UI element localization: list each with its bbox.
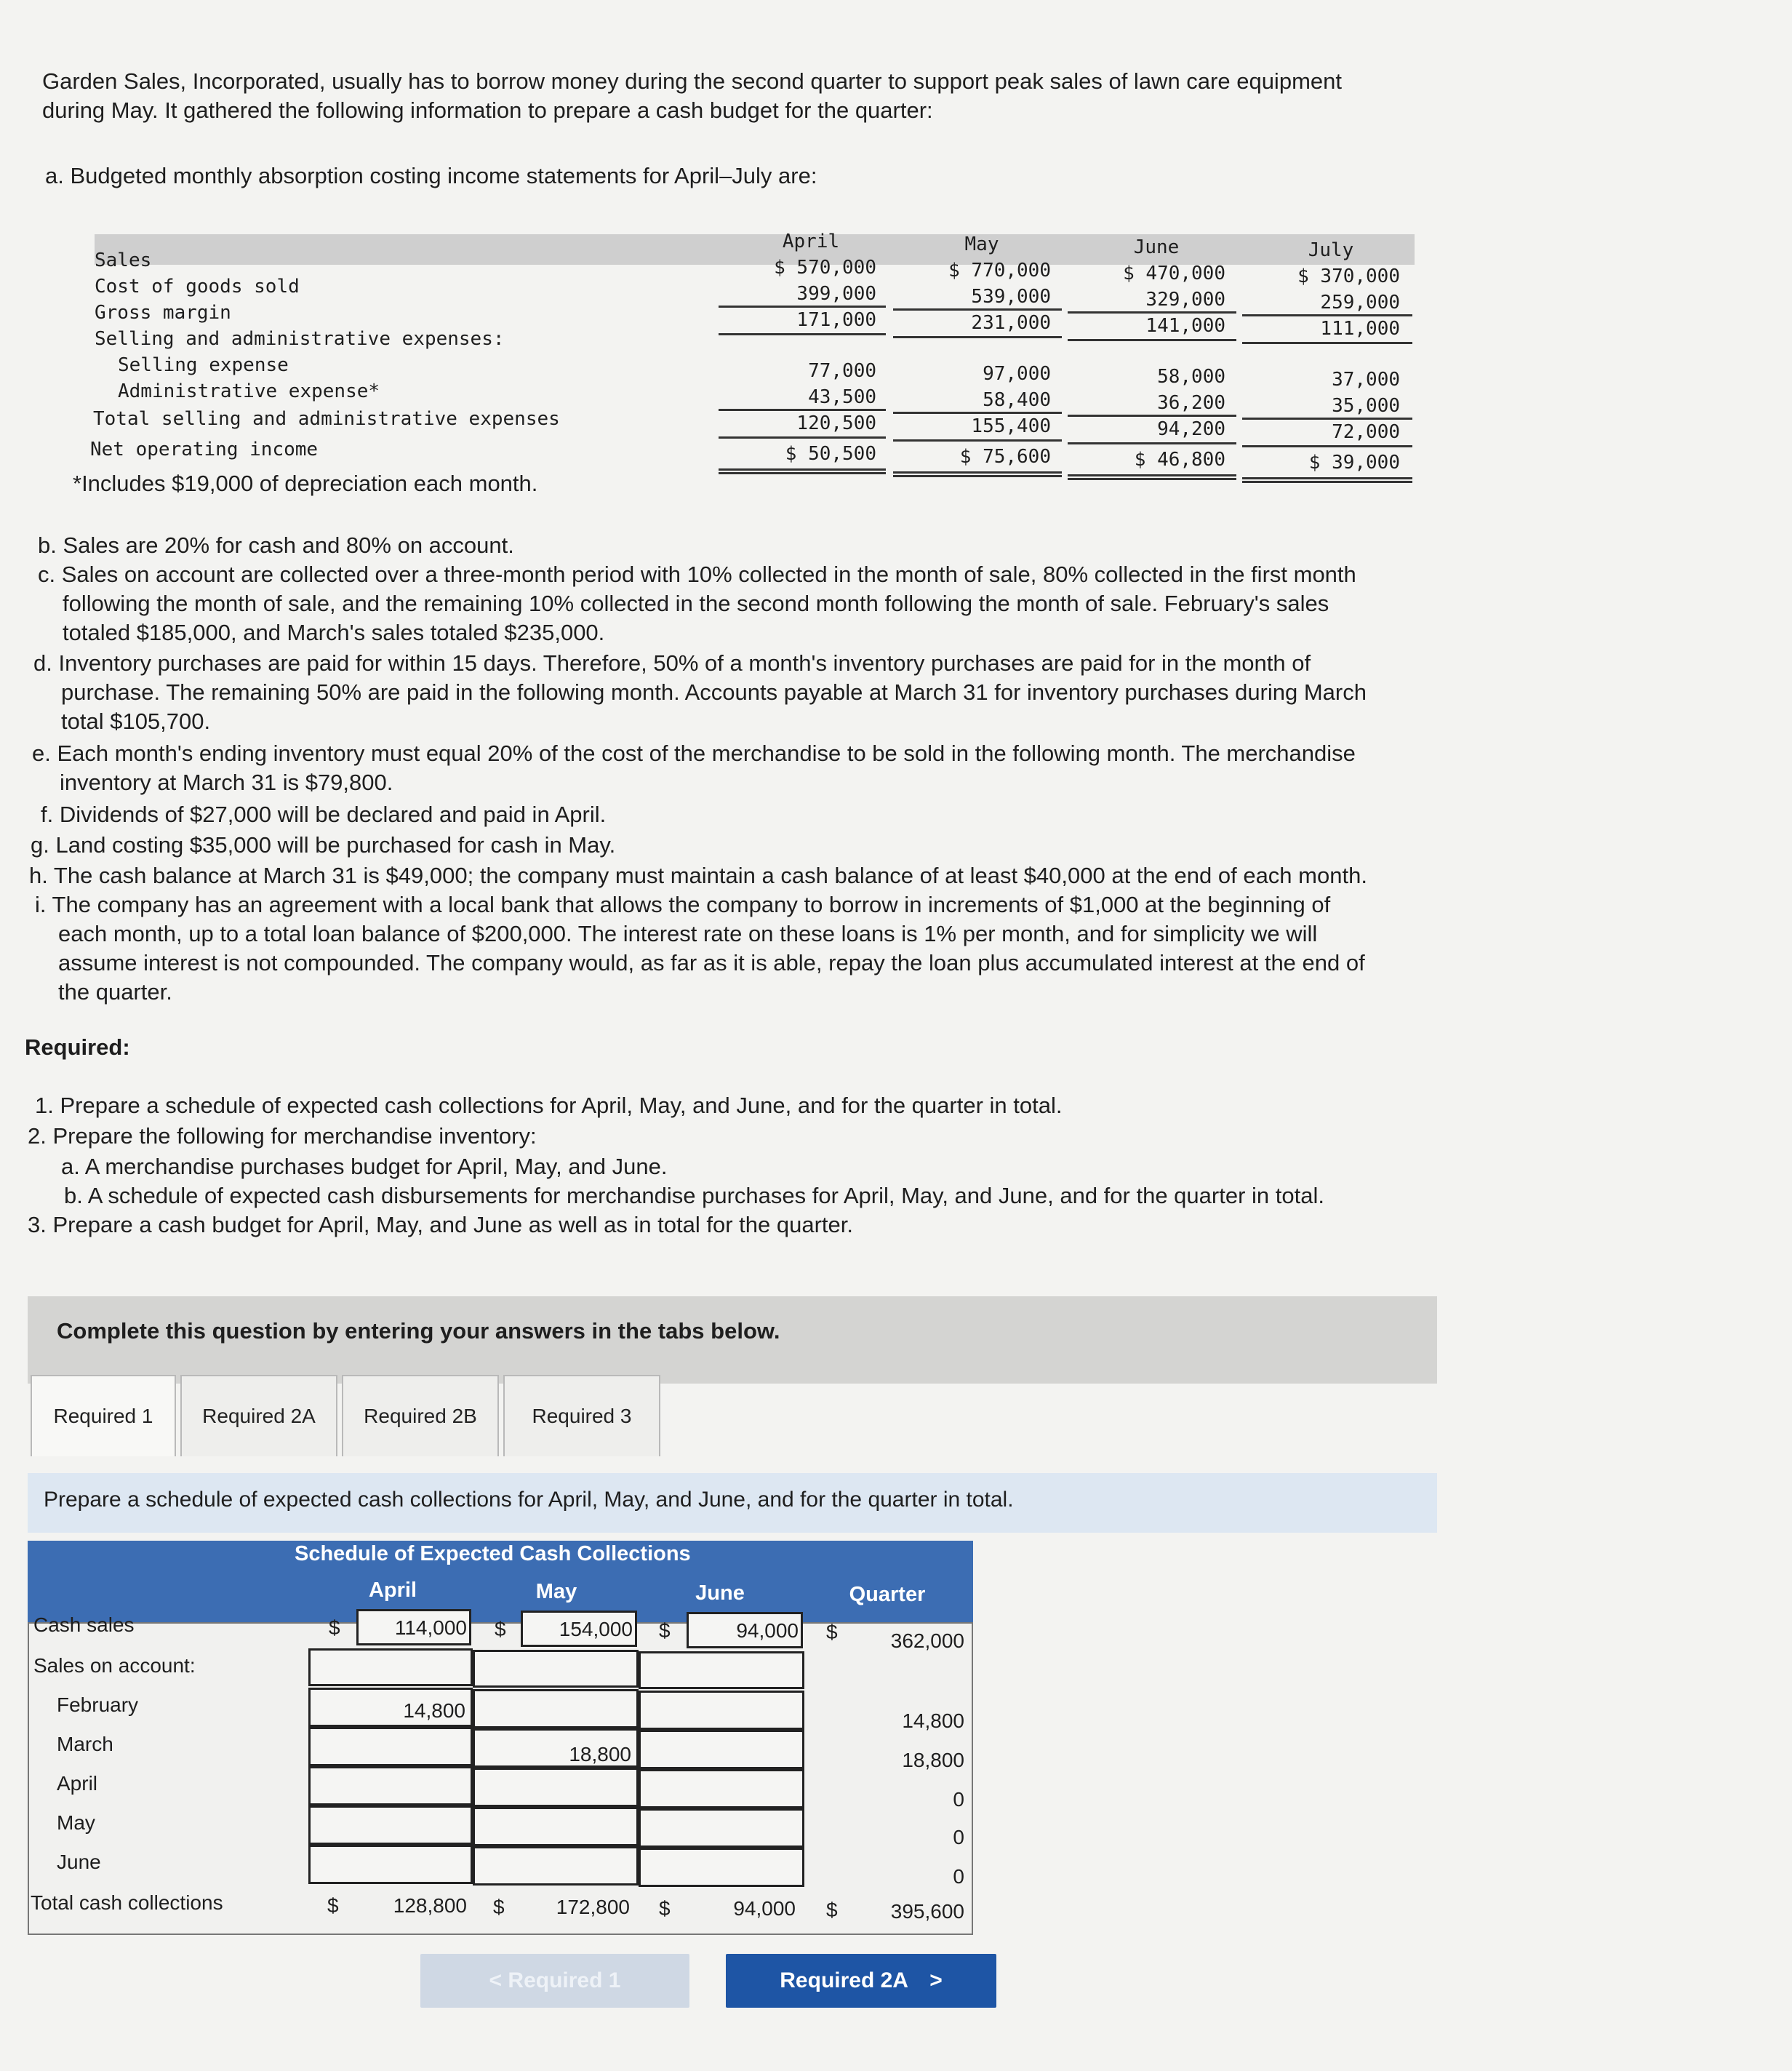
is-may-selling: 97,000 [983,363,1051,385]
row-label-cash-sales: Cash sales [33,1613,135,1636]
is-label-sales: Sales [95,250,152,271]
is-july-sales: $ 370,000 [1297,266,1400,287]
is-april-total-sga: 120,500 [796,412,876,434]
tab-required-2a[interactable]: Required 2A [180,1375,337,1456]
item-d [33,649,1367,736]
is-may-rule-4 [893,439,1062,442]
required-2a: a. A merchandise purchases budget for April, May, and June. [61,1154,668,1179]
input-may-may[interactable] [473,1807,639,1846]
is-june-sales: $ 470,000 [1123,263,1225,284]
is-label-gross-margin: Gross margin [95,302,231,324]
item-f-line-1: f. Dividends of $27,000 will be declared and paid in April. [41,802,607,827]
input-june-may[interactable] [473,1846,639,1886]
item-d-line-2: purchase. The remaining 50% are paid in the following month. Accounts payable at March 31 for inventory purchases during March [61,679,1367,705]
input-june-june[interactable] [639,1848,804,1887]
is-may-sales: $ 770,000 [948,260,1051,282]
column-june: June [695,1581,745,1605]
value-may-quarter: 0 [953,1826,964,1848]
is-april-sales: $ 570,000 [774,257,876,279]
is-july-cogs: 259,000 [1320,292,1400,314]
is-label-selling: Selling expense [118,354,289,376]
required-3: 3. Prepare a cash budget for April, May, and June as well as in total for the quarter. [28,1212,854,1237]
is-label-sga-header: Selling and administrative expenses: [95,328,505,350]
value-total-june: 94,000 [733,1897,796,1920]
row-label-march: March [57,1733,113,1755]
is-july-gross-margin: 111,000 [1320,318,1400,340]
item-d-line-3: total $105,700. [61,709,211,734]
is-april-double-rule [719,468,886,474]
item-d-line-1: d. Inventory purchases are paid for within 15 days. Therefore, 50% of a month's inventory purchases are paid for in the month of [33,650,1311,676]
is-june-double-rule [1068,474,1236,480]
is-april-cogs: 399,000 [796,283,876,305]
input-account-header-may[interactable] [473,1650,639,1688]
row-label-sales-on-account: Sales on account: [33,1654,196,1677]
required-2: 2. Prepare the following for merchandise inventory: [28,1123,537,1149]
input-april-june[interactable] [639,1769,804,1808]
is-june-noi: $ 46,800 [1134,449,1225,471]
next-button[interactable] [726,1954,996,2008]
is-june-selling: 58,000 [1157,366,1225,388]
is-label-cogs: Cost of goods sold [95,276,300,298]
column-april: April [368,1579,417,1602]
is-may-rule-2 [893,336,1062,338]
value-april-quarter: 0 [953,1788,964,1811]
item-i-line-3: assume interest is not compounded. The company would, as far as it is able, repay the loan plus accumulated interest at the end of [58,950,1365,975]
is-may-admin: 58,400 [983,389,1051,411]
is-april-noi: $ 50,500 [785,443,876,465]
next-button-label: Required 2A [780,1968,908,1992]
instructions-banner [28,1296,1437,1384]
tab-required-3[interactable]: Required 3 [503,1375,660,1456]
is-april-selling: 77,000 [808,360,876,382]
is-june-admin: 36,200 [1157,392,1225,414]
item-e [32,739,1356,797]
tab-required-1[interactable]: Required 1 [31,1375,176,1456]
value-march-may: 18,800 [569,1743,631,1765]
dollar-sign: $ [826,1621,838,1643]
is-july-double-rule [1242,477,1412,483]
item-i-line-4: the quarter. [58,979,172,1005]
item-i-line-2: each month, up to a total loan balance of $200,000. The interest rate on these loans is 1% per month, and for simplicity we will [58,921,1318,946]
required-2b: b. A schedule of expected cash disbursements for merchandise purchases for April, May, and June, and for the quarter in total. [64,1183,1324,1208]
chevron-right-icon: > [929,1968,943,1992]
is-month-july: July [1308,239,1354,261]
item-b-line-1: b. Sales are 20% for cash and 80% on account. [38,532,514,558]
input-february-june[interactable] [639,1691,804,1730]
is-april-admin: 43,500 [808,386,876,408]
value-june-quarter: 0 [953,1865,964,1888]
value-february-april: 14,800 [403,1699,465,1722]
item-g-line-1: g. Land costing $35,000 will be purchased for cash in May. [31,832,616,858]
is-label-noi: Net operating income [90,439,319,460]
intro-line-1: Garden Sales, Incorporated, usually has to borrow money during the second quarter to support peak sales of lawn care equipment [42,68,1342,94]
is-may-gross-margin: 231,000 [971,312,1051,334]
item-h-line-1: h. The cash balance at March 31 is $49,000; the company must maintain a cash balance of at least $40,000 at the end of each month. [29,863,1367,888]
dollar-sign: $ [329,1616,340,1639]
tab-required-2b[interactable]: Required 2B [342,1375,499,1456]
prev-button-label: Required 1 [508,1968,621,1992]
is-april-rule-4 [719,436,886,439]
dollar-sign: $ [826,1899,838,1921]
input-may-april[interactable] [308,1805,473,1845]
chevron-left-icon: < [489,1968,503,1992]
is-footnote: *Includes $19,000 of depreciation each month. [73,471,538,496]
is-june-rule-2 [1068,339,1236,341]
item-g [31,831,615,860]
input-march-april[interactable] [308,1727,473,1766]
is-july-total-sga: 72,000 [1332,421,1400,443]
input-june-april[interactable] [308,1845,473,1884]
value-cash-sales-april: 114,000 [394,1616,467,1639]
column-quarter: Quarter [849,1583,926,1606]
is-label-admin: Administrative expense* [118,380,380,402]
column-may: May [535,1580,577,1603]
is-july-noi: $ 39,000 [1308,452,1400,474]
is-july-rule-2 [1242,342,1412,344]
item-e-line-1: e. Each month's ending inventory must equal 20% of the cost of the merchandise to be sold in the following month. The merchandise [32,741,1356,766]
instruction-text: Prepare a schedule of expected cash collections for April, May, and June, and for the quarter in total. [44,1488,1014,1512]
value-total-may: 172,800 [556,1896,630,1918]
is-june-cogs: 329,000 [1145,289,1225,311]
value-cash-sales-june: 94,000 [736,1619,799,1642]
input-account-header-june[interactable] [639,1651,804,1689]
is-month-april: April [782,231,840,252]
is-may-total-sga: 155,400 [971,415,1051,437]
item-c-line-1: c. Sales on account are collected over a three-month period with 10% collected in the month of sale, 80% collected in the first month [38,562,1356,587]
is-june-total-sga: 94,200 [1157,418,1225,440]
value-total-quarter: 395,600 [890,1900,964,1923]
is-may-double-rule [893,471,1062,477]
is-month-june: June [1133,236,1180,258]
row-label-total: Total cash collections [31,1891,223,1914]
required-heading: Required: [25,1034,130,1060]
item-b [38,531,514,560]
item-c-line-2: following the month of sale, and the remaining 10% collected in the second month following the month of sale. February's sales [63,591,1329,616]
item-a: a. Budgeted monthly absorption costing income statements for April–July are: [45,163,817,188]
is-june-rule-4 [1068,442,1236,444]
input-march-june[interactable] [639,1730,804,1769]
dollar-sign: $ [659,1619,671,1642]
is-april-gross-margin: 171,000 [796,309,876,331]
row-label-june: June [57,1851,101,1873]
banner-text: Complete this question by entering your answers in the tabs below. [57,1318,780,1344]
instruction-band [28,1473,1437,1533]
value-february-quarter: 14,800 [902,1709,964,1732]
input-february-may[interactable] [473,1689,639,1728]
input-account-header-april[interactable] [308,1648,473,1686]
intro-line-2: during May. It gathered the following information to prepare a cash budget for the quarter: [42,97,933,123]
item-f [41,800,606,829]
row-label-april: April [57,1772,98,1795]
schedule-title: Schedule of Expected Cash Collections [295,1542,691,1565]
is-month-may: May [964,234,999,255]
dollar-sign: $ [327,1894,339,1917]
item-h [29,861,1367,890]
item-i-line-1: i. The company has an agreement with a local bank that allows the company to borrow in increments of $1,000 at the beginning of [35,892,1331,917]
dollar-sign: $ [493,1896,505,1918]
required-1: 1. Prepare a schedule of expected cash collections for April, May, and June, and for the quarter in total. [35,1093,1063,1118]
is-label-total-sga: Total selling and administrative expenses [93,408,560,430]
is-may-noi: $ 75,600 [959,446,1051,468]
is-july-admin: 35,000 [1332,395,1400,417]
value-cash-sales-quarter: 362,000 [890,1629,964,1652]
item-e-line-2: inventory at March 31 is $79,800. [60,770,393,795]
is-april-rule-2 [719,333,886,335]
value-march-quarter: 18,800 [902,1749,964,1771]
row-label-february: February [57,1693,139,1716]
dollar-sign: $ [659,1897,671,1920]
is-june-gross-margin: 141,000 [1145,315,1225,337]
item-i [35,890,1365,1007]
row-label-may: May [57,1811,95,1834]
input-may-june[interactable] [639,1808,804,1848]
item-c [38,560,1356,647]
value-cash-sales-may: 154,000 [559,1618,633,1640]
input-april-may[interactable] [473,1768,639,1807]
is-july-selling: 37,000 [1332,369,1400,391]
is-july-rule-4 [1242,445,1412,447]
dollar-sign: $ [495,1618,506,1640]
is-may-cogs: 539,000 [971,286,1051,308]
value-total-april: 128,800 [393,1894,467,1917]
input-april-april[interactable] [308,1766,473,1805]
prev-button[interactable] [420,1954,689,2008]
item-c-line-3: totaled $185,000, and March's sales totaled $235,000. [63,620,605,645]
